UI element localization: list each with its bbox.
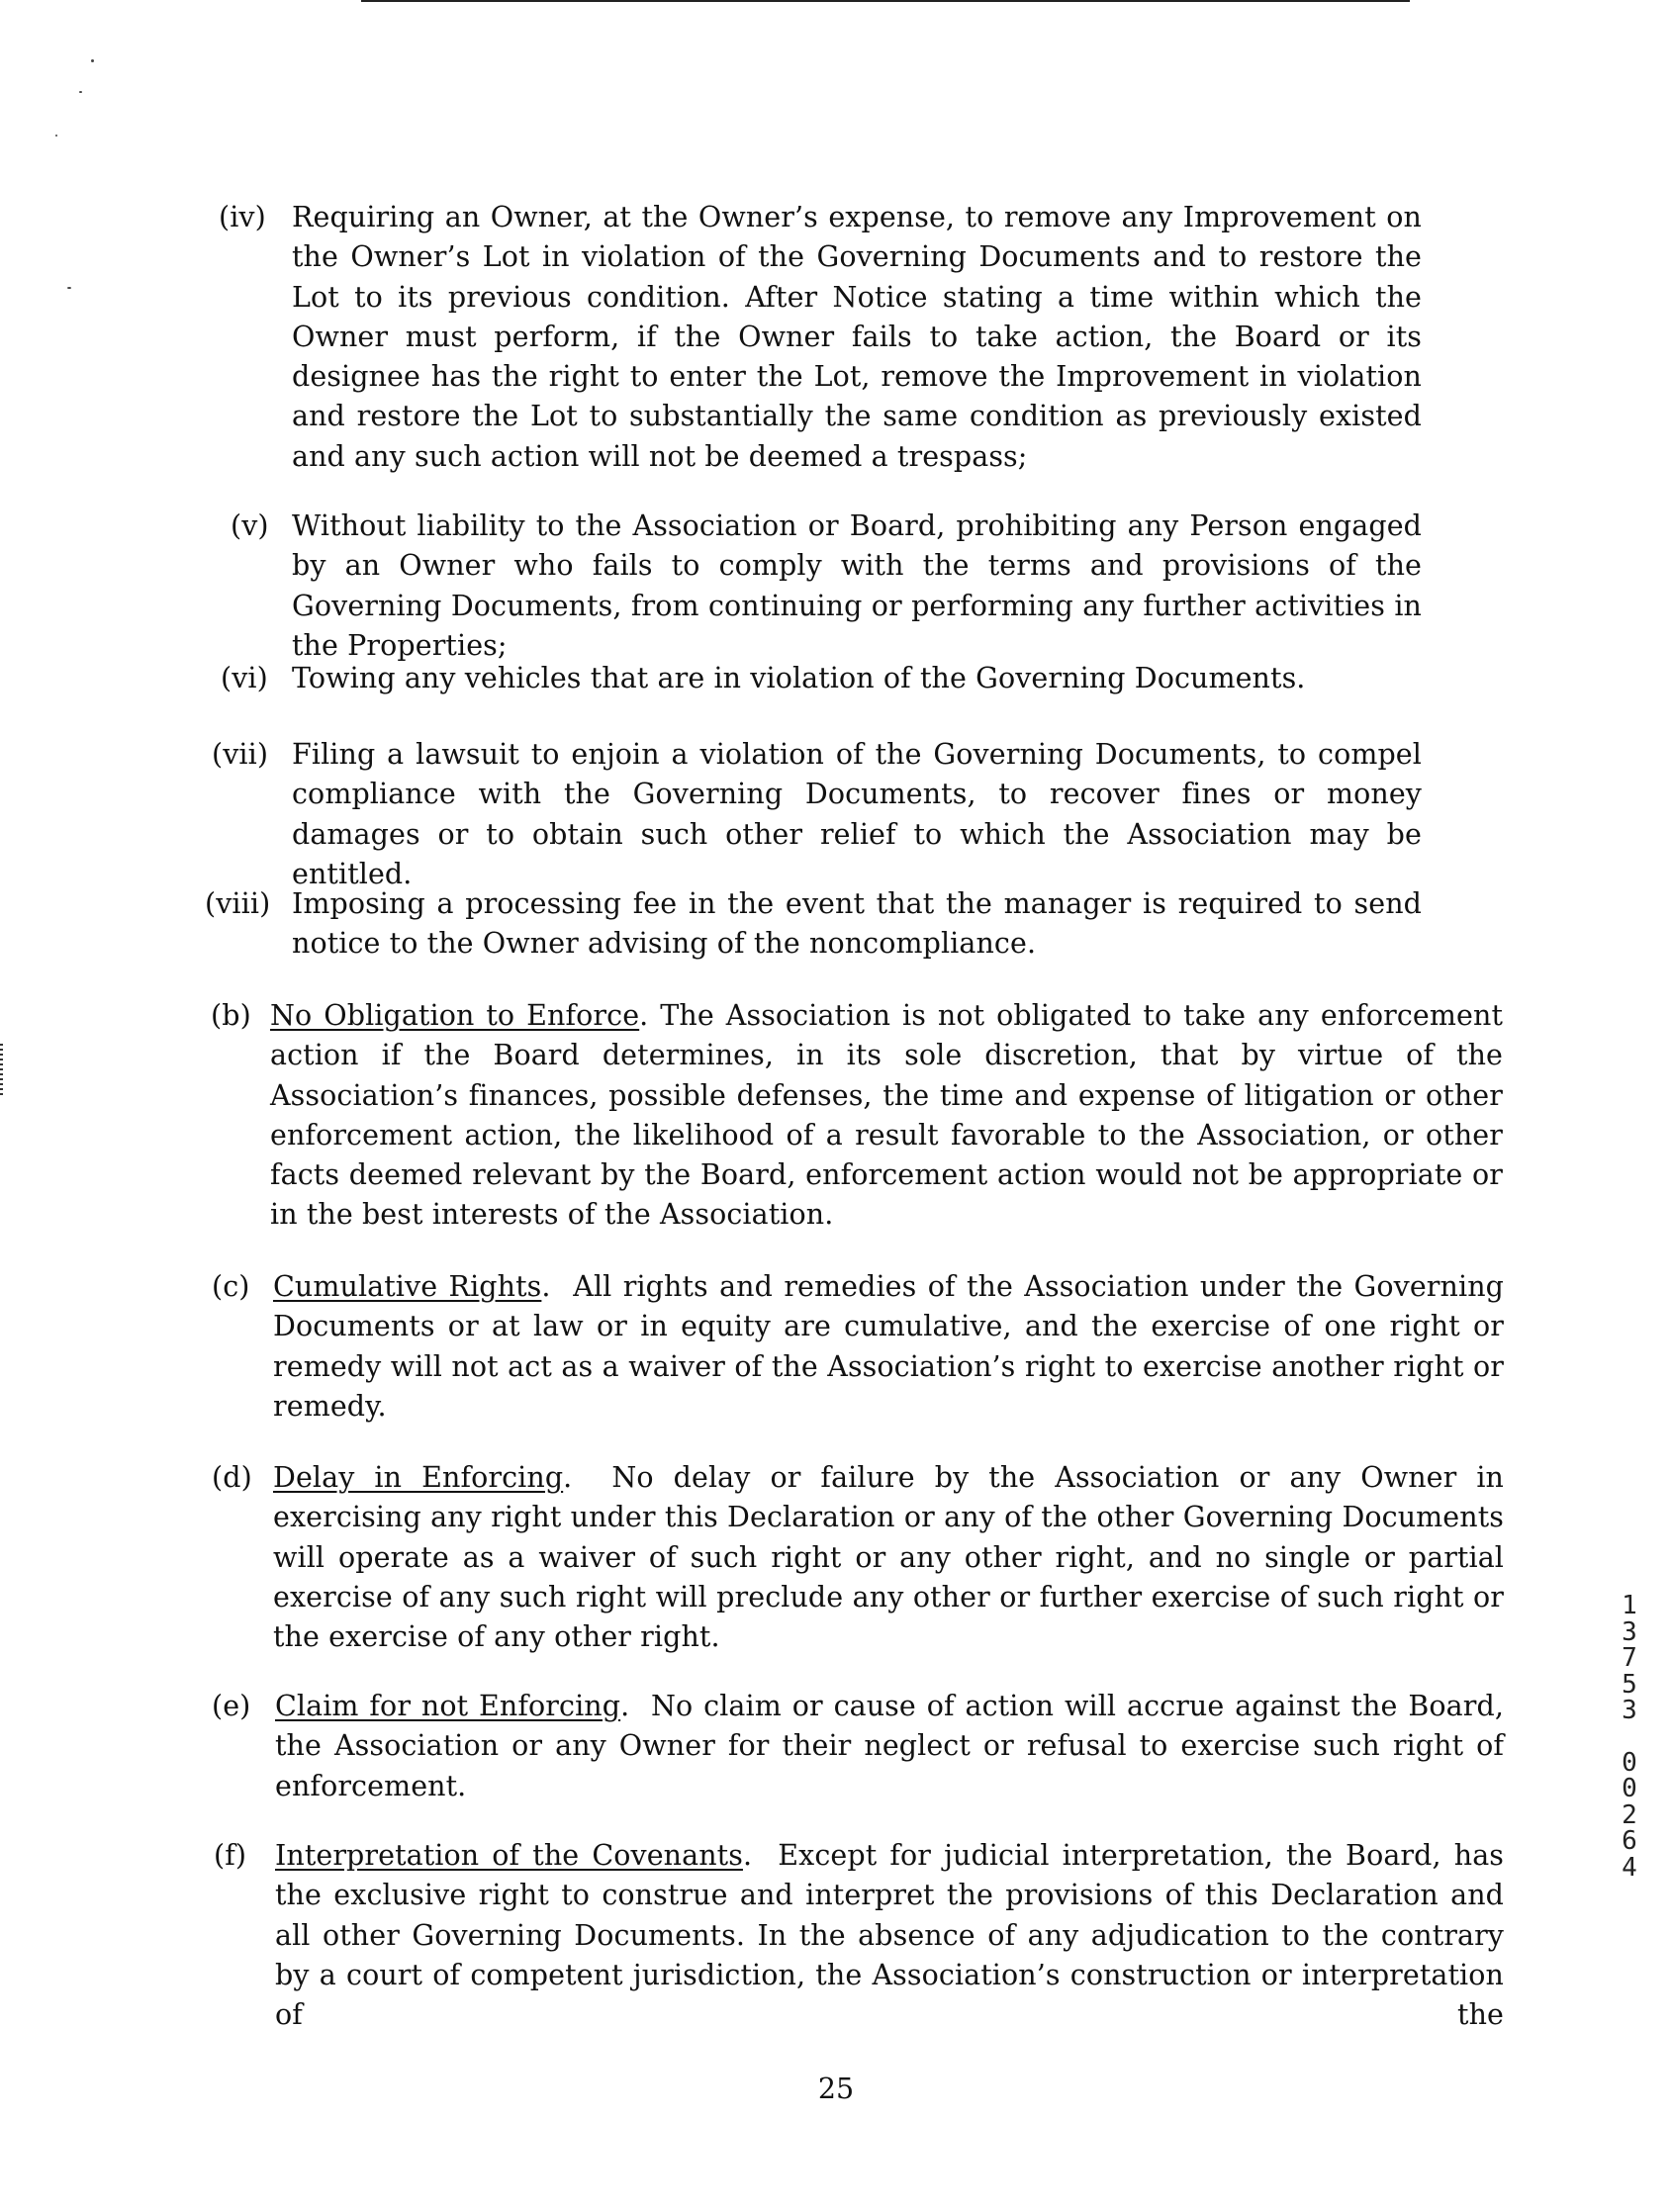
- clause-label: (e): [212, 1690, 251, 1722]
- clause-body: No delay or failure by the Association or any Owner in exercising any right under this Declaration or any of the other Governing Documents will operate as a waiver of such right or any other right, and no single or partial exercise of any such right will preclude any other or further exercise of such right or the exercise of any other right.: [273, 1461, 1505, 1654]
- clause-text: Claim for not Enforcing. No claim or cause of action will accrue against the Board, the Association or any Owner for their neglect or refusal to exercise such right of enforcement.: [275, 1690, 1505, 1802]
- top-rule: [361, 0, 1410, 2]
- clause-label: (vi): [221, 662, 268, 694]
- stamp-digit: 3: [1622, 1696, 1637, 1725]
- clause-label: (iv): [219, 201, 266, 233]
- page-number: 25: [817, 2073, 855, 2105]
- clause-heading: No Obligation to Enforce: [270, 999, 640, 1032]
- stamp-digit: 0: [1622, 1774, 1637, 1803]
- clause-label: (vii): [212, 738, 269, 771]
- clause-text: Delay in Enforcing. No delay or failure by the Association or any Owner in exercising any right under this Declaration or any of the other Governing Documents will operate as a waiver of such right or any other right, and no single or partial exercise of any such right will preclude any other or further exercise of such right or the exercise of any other right.: [273, 1461, 1505, 1654]
- stamp-digit: 5: [1622, 1669, 1637, 1700]
- scan-edge-marks: [0, 1044, 3, 1095]
- stamp-digit: 4: [1622, 1852, 1637, 1883]
- recording-stamp: [1615, 1593, 1644, 1881]
- clause-heading: Cumulative Rights: [273, 1270, 542, 1303]
- clause-body: All rights and remedies of the Association under the Governing Documents or at law or in equity are cumulative, and the exercise of one right or remedy will not act as a waiver of the Association’s right to exercise another right or remedy.: [273, 1270, 1504, 1423]
- scan-speck: [55, 135, 57, 137]
- clause-body: The Association is not obligated to take any enforcement action if the Board determines, in its sole discretion, that by virtue of the Association’s finances, possible defenses, the time and expense of litigation or other enforcement action, the likelihood of a result favorable to the Association, or other facts deemed relevant by the Board, enforcement action would not be appropriate or in the best interests of the Association.: [270, 999, 1503, 1232]
- stamp-digit: 3: [1622, 1616, 1637, 1647]
- stamp-digit: 2: [1622, 1799, 1637, 1830]
- clause-body: No claim or cause of action will accrue against the Board, the Association or any Owner for their neglect or refusal to exercise such right of enforcement.: [275, 1690, 1505, 1802]
- clause-text: No Obligation to Enforce. The Association is not obligated to take any enforcement action if the Board determines, in its sole discretion, that by virtue of the Association’s finances, possible defenses, the time and expense of litigation or other enforcement action, the likelihood of a result favorable to the Association, or other facts deemed relevant by the Board, enforcement action would not be appropriate or in the best interests of the Association.: [270, 999, 1503, 1232]
- clause-label: (b): [211, 999, 251, 1032]
- clause-text: Interpretation of the Covenants. Except for judicial interpretation, the Board, has the exclusive right to construe and interpret the provisions of this Declaration and all other Governing Documents. In the absence of any adjudication to the contrary by a court of competent jurisdiction, the Association’s construction or interpretation of the: [275, 1839, 1505, 2032]
- clause-heading: Delay in Enforcing: [273, 1461, 564, 1494]
- clause-text: Without liability to the Association or Board, prohibiting any Person engaged by an Owner who fails to comply with the terms and provisions of the Governing Documents, from continuing or performing any further activities in the Properties;: [292, 509, 1422, 662]
- clause-label: (d): [212, 1461, 252, 1494]
- scan-speck: [79, 91, 82, 93]
- scan-speck: [91, 59, 94, 62]
- stamp-digit: 7: [1622, 1643, 1637, 1673]
- clause-text: Cumulative Rights. All rights and remedies of the Association under the Governing Documents or at law or in equity are cumulative, and the exercise of one right or remedy will not act as a waiver of the Association’s right to exercise another right or remedy.: [273, 1270, 1504, 1423]
- clause-label: (viii): [205, 887, 271, 920]
- clause-heading: Interpretation of the Covenants: [275, 1839, 743, 1872]
- clause-label: (v): [231, 509, 269, 542]
- clause-heading: Claim for not Enforcing: [275, 1690, 621, 1722]
- stamp-digit: 0: [1622, 1747, 1637, 1778]
- clause-body: Except for judicial interpretation, the Board, has the exclusive right to construe and interpret the provisions of this Declaration and all other Governing Documents. In the absence of any adjudication to the contrary by a court of competent jurisdiction, the Association’s construction or interpretation of the: [275, 1839, 1505, 2032]
- clause-label: (c): [212, 1270, 250, 1303]
- clause-text: Towing any vehicles that are in violation of the Governing Documents.: [292, 662, 1306, 694]
- clause-text: Requiring an Owner, at the Owner’s expense, to remove any Improvement on the Owner’s Lot in violation of the Governing Documents and to restore the Lot to its previous condition. After Notice stating a time within which the Owner must perform, if the Owner fails to take action, the Board or its designee has the right to enter the Lot, remove the Improvement in violation and restore the Lot to substantially the same condition as previously existed and any such action will not be deemed a trespass;: [292, 201, 1422, 473]
- clause-text: Imposing a processing fee in the event that the manager is required to send notice to the Owner advising of the noncompliance.: [292, 887, 1422, 961]
- clause-label: (f): [214, 1839, 247, 1872]
- stamp-digit: 1: [1622, 1591, 1637, 1620]
- scan-speck: [67, 287, 71, 289]
- clause-text: Filing a lawsuit to enjoin a violation of the Governing Documents, to compel compliance with the Governing Documents, to recover fines or money damages or to obtain such other relief to which the Association may be entitled.: [292, 738, 1422, 890]
- stamp-digit: 6: [1622, 1826, 1637, 1856]
